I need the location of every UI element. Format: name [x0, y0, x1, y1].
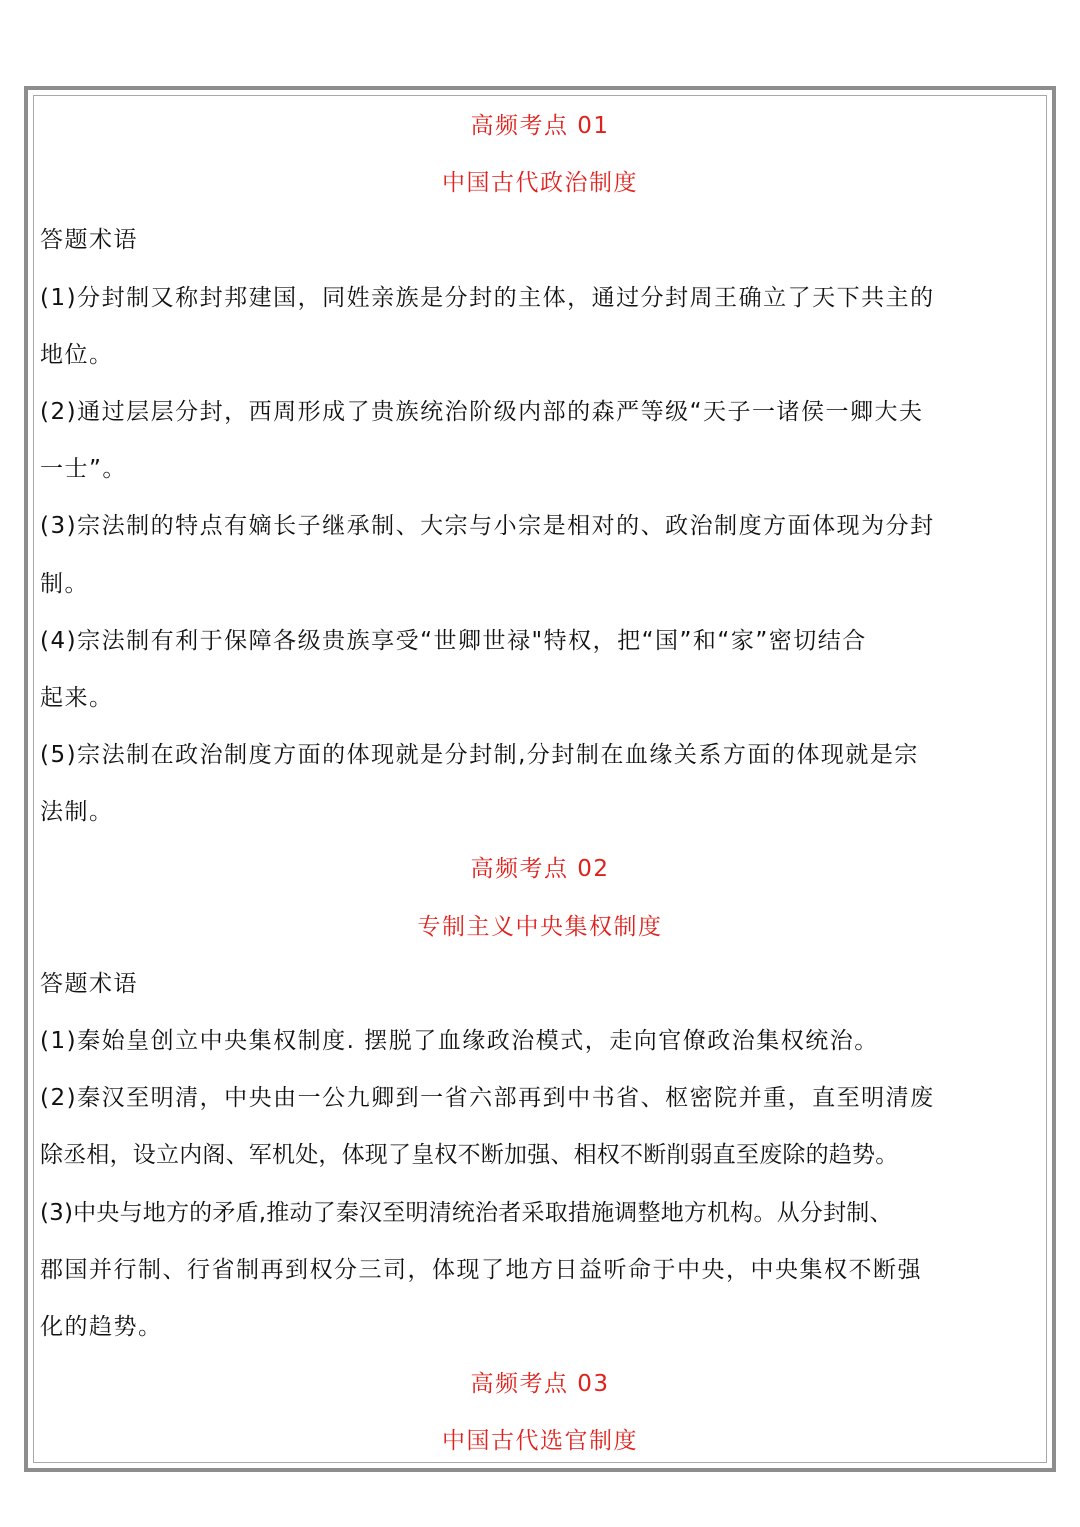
section-1-line-8: 起来。: [40, 684, 114, 711]
section-1-line-10: 法制。: [40, 799, 114, 826]
section-1-line-9: (5)宗法制在政治制度方面的体现就是分封制,分封制在血缘关系方面的体现就是宗: [40, 742, 919, 769]
section-2-line-1: (1)秦始皇创立中央集权制度. 摆脱了血缘政治模式，走向官僚政治集权统治。: [40, 1028, 879, 1054]
document-content: [40, 98, 1040, 1471]
section-1-line-1: (1)分封制又称封邦建国，同姓亲族是分封的主体，通过分封周王确立了天下共主的: [40, 284, 935, 311]
section-2-title: 专制主义中央集权制度: [417, 913, 663, 940]
section-1-line-2: 地位。: [40, 341, 114, 368]
section-1-line-3: (2)通过层层分封，西周形成了贵族统治阶级内部的森严等级“天子一诸侯一卿大夫: [40, 398, 924, 425]
section-1-line-5: (3)宗法制的特点有嫡长子继承制、大宗与小宗是相对的、政治制度方面体现为分封: [40, 513, 935, 540]
section-1-line-7: (4)宗法制有利于保障各级贵族享受“世卿世禄"特权，把“国”和“家”密切结合: [40, 627, 867, 654]
section-3-title: 中国古代选官制度: [442, 1428, 638, 1455]
section-2-point: 高频考点 02: [470, 856, 610, 883]
section-1-line-6: 制。: [40, 570, 89, 597]
section-2-line-5: 郡国并行制、行省制再到权分三司，体现了地方日益听命于中央，中央集权不断强: [40, 1256, 922, 1283]
section-1-line-4: 一士”。: [40, 456, 127, 483]
section-1-term-label: 答题术语: [40, 227, 138, 254]
section-3-point: 高频考点 03: [470, 1371, 610, 1398]
section-2-line-3: 除丞相，设立内阁、军机处，体现了皇权不断加强、相权不断削弱直至废除的趋势。: [40, 1142, 899, 1169]
section-2-term-label: 答题术语: [40, 970, 138, 997]
section-2-line-6: 化的趋势。: [40, 1313, 163, 1340]
section-2-line-2: (2)秦汉至明清，中央由一公九卿到一省六部再到中书省、枢密院并重，直至明清废: [40, 1085, 935, 1112]
section-1-point: 高频考点 01: [470, 113, 610, 139]
section-2-line-4: (3)中央与地方的矛盾,推动了秦汉至明清统治者采取措施调整地方机构。从分封制、: [40, 1199, 893, 1226]
section-1-title: 中国古代政治制度: [442, 170, 638, 197]
